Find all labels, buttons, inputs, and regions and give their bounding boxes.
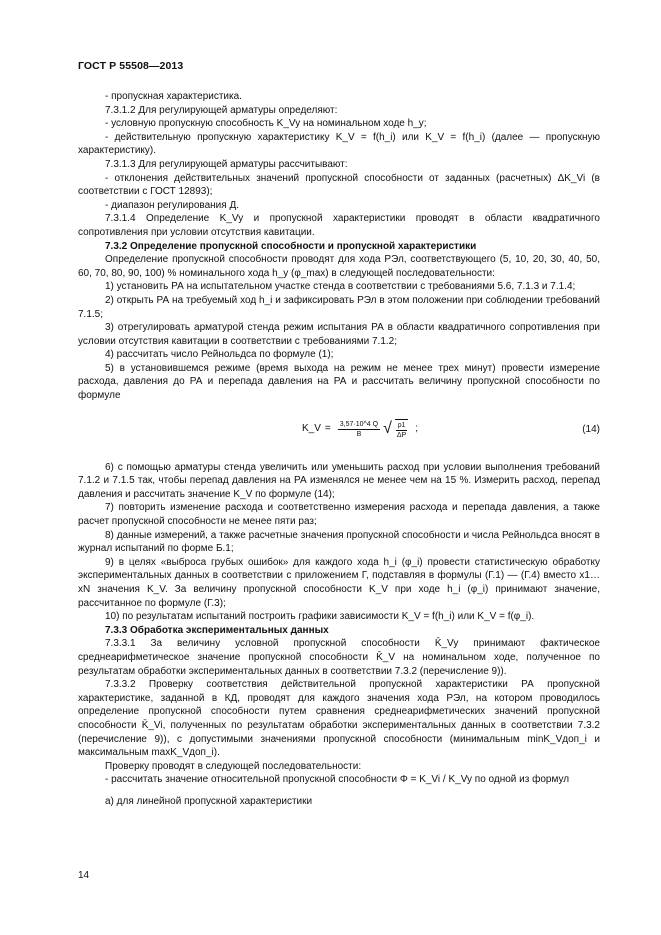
paragraph: 8) данные измерений, а также расчетные значения пропускной способности и числа Рейнольдса вносят в журнал испытаний по форме Б.1; (78, 529, 600, 555)
paragraph: 6) с помощью арматуры стенда увеличить или уменьшить расход при условии выполнения требований 7.1.2 и 7.1.5 так, чтобы перепад давления на РА изменялся не менее чем на 15 %. Измерить расход, перепад давления и рассчитать значение K_V по формуле (14); (78, 461, 600, 500)
formula-tail: ; (415, 423, 418, 435)
sqrt-sign-icon: √ (383, 420, 392, 438)
section-heading: 7.3.2 Определение пропускной способности и пропускной характеристики (105, 240, 477, 252)
paragraph: Проверку проводят в следующей последовательности: (105, 760, 362, 772)
paragraph: а) для линейной пропускной характеристики (105, 795, 313, 807)
paragraph: 7.3.1.4 Определение K_Vy и пропускной характеристики проводят в области квадратичного сопротивления при условии отсутствия кавитации. (78, 213, 600, 238)
paragraph: 3) отрегулировать арматурой стенда режим испытания РА в области квадратичного сопротивления при условии отсутствия кавитации в соответствии с требованиями 7.1.2; (78, 322, 600, 347)
paragraph: - диапазон регулирования Д. (105, 199, 239, 211)
paragraph: 1) установить РА на испытательном участке стенда в соответствии с требованиями 5.6, 7.1.3 и 7.1.4; (105, 281, 576, 293)
section-heading: 7.3.3 Обработка экспериментальных данных (105, 624, 329, 636)
paragraph: 7) повторить изменение расхода и соответственно измерения расхода и перепада давления, а также расчет пропускной способности не менее пяти раз; (78, 502, 600, 528)
paragraph: - условную пропускную способность K_Vy на номинальном ходе h_y; (105, 118, 427, 130)
formula-fraction (338, 420, 380, 439)
paragraph: Определение пропускной способности проводят для хода РЭл, соответствующего (5, 10, 20, 30, 40, 50, 60, 70, 80, 90, 100) % номинального хода h_y (φ_max) в следующей последовательности: (78, 254, 600, 279)
paragraph: 7.3.3.1 За величину условной пропускной способности K̄_Vy принимают фактическое среднеарифметическое значение пропускной способности K̄_V на номинальном ходе, полученное по результатам обработки экспериментальных данных в соответствии 7.3.2 (перечисление 9)). (78, 638, 600, 677)
paragraph: 4) рассчитать число Рейнольдса по формуле (1); (105, 349, 334, 361)
paragraph: 7.3.1.2 Для регулирующей арматуры определяют: (105, 104, 338, 116)
formula-14 (78, 411, 600, 455)
formula-equals: = (324, 423, 331, 435)
document-body (78, 90, 600, 809)
paragraph: 9) в целях «выброса грубых ошибок» для каждого хода h_i (φ_i) провести статистическую обработку экспериментальных данных в соответствии с приложением Г, подставляя в формулы (Г.1) — (Г.4) вместо x1…xN значения K_V. За величину пропускной способности K_V при ходе h_i (φ_i) принимают значение, рассчитанное по формуле (Г.3); (78, 556, 600, 609)
paragraph: 5) в установившемся режиме (время выхода на режим не менее трех минут) провести измерение расхода, давления до РА и перепада давления на РА и рассчитать величину пропускной способности по формуле (78, 362, 600, 402)
paragraph: - отклонения действительных значений пропускной способности от заданных (расчетных) ΔK_Vi (в соответствии с ГОСТ 12893); (78, 172, 600, 198)
paragraph: - рассчитать значение относительной пропускной способности Φ = K_Vi / K_Vy по одной из формул (105, 774, 570, 786)
paragraph: - действительную пропускную характеристику K_V = f(h_i) или K_V = f(h_i) (далее — пропускную характеристику). (78, 131, 600, 157)
paragraph: - пропускная характеристика. (105, 91, 242, 102)
paragraph: 2) открыть РА на требуемый ход h_i и зафиксировать РЭл в этом положении при соблюдении требований 7.1.5; (78, 294, 600, 320)
page-header: ГОСТ Р 55508—2013 (78, 60, 184, 72)
formula-number: (14) (582, 423, 600, 435)
page-number: 14 (78, 870, 90, 881)
formula-lhs: K_V (302, 423, 321, 435)
formula-numerator: 3,57·10^4 Q (339, 420, 379, 428)
sqrt-numerator: ρ1 (397, 421, 406, 429)
paragraph: 10) по результатам испытаний построить графики зависимости K_V = f(h_i) или K_V = f(φ_i). (105, 611, 535, 623)
formula-expression (302, 419, 418, 440)
sqrt-fraction (395, 419, 408, 440)
paragraph: 7.3.3.2 Проверку соответствия действительной пропускной характеристики РА пропускной характеристике, заданной в КД, проводят для каждого значения хода РЭл, на котором проводилось определение пропускной способности путем сравнения среднеарифметических значений пропускной способности K̄_Vi, полученных по результатам обработки экспериментальных данных в соответствии 7.3.2 (перечисление 9)), с допустимыми значениями пропускной способности (минимальным minK_Vдоп_i и максимальным maxK_Vдоп_i). (78, 679, 600, 759)
formula-sqrt (383, 419, 411, 440)
sqrt-denominator: ΔP (396, 431, 407, 439)
formula-denominator: B (356, 430, 362, 438)
paragraph: 7.3.1.3 Для регулирующей арматуры рассчитывают: (105, 158, 348, 170)
